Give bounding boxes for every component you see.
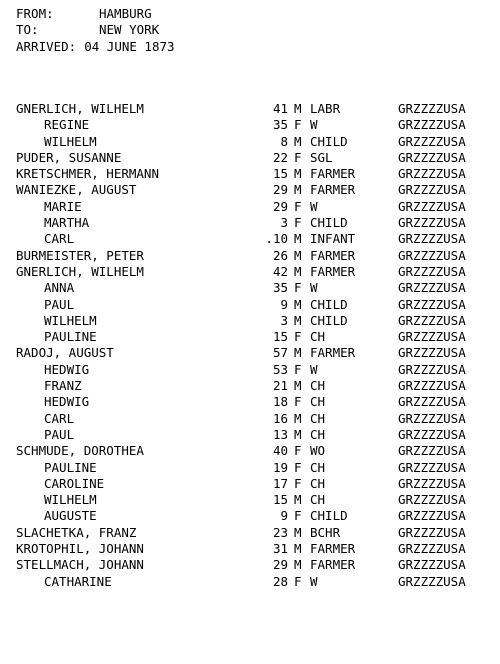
arrived-label: ARRIVED: [16, 38, 77, 54]
passenger-name: MARIE [44, 198, 82, 214]
passenger-occupation: FARMER [310, 557, 356, 573]
passenger-sex: M [294, 133, 302, 149]
passenger-age: 35 [272, 117, 288, 133]
passenger-code: GRZZZZUSA [398, 198, 466, 214]
passenger-occupation: CHILD [310, 296, 348, 312]
passenger-name: BURMEISTER, PETER [16, 247, 144, 263]
passenger-code: GRZZZZUSA [398, 394, 466, 410]
passenger-occupation: CH [310, 459, 326, 475]
passenger-occupation: BCHR [310, 524, 341, 540]
passenger-age: .10 [265, 231, 288, 247]
passenger-age: 3 [280, 312, 288, 328]
passenger-row [16, 427, 500, 443]
passenger-sex: M [294, 182, 302, 198]
passenger-name: GNERLICH, WILHELM [16, 101, 144, 116]
passenger-sex: M [294, 541, 302, 557]
passenger-occupation: CHILD [310, 508, 348, 524]
passenger-row [16, 574, 500, 590]
passenger-name: PAUL [44, 426, 75, 442]
passenger-occupation: LABR [310, 101, 341, 116]
passenger-age: 53 [272, 361, 288, 377]
passenger-row [16, 541, 500, 557]
passenger-code: GRZZZZUSA [398, 182, 466, 198]
passenger-name: CARL [44, 231, 75, 247]
passenger-code: GRZZZZUSA [398, 312, 466, 328]
passenger-occupation: CH [310, 378, 326, 394]
passenger-age: 9 [280, 296, 288, 312]
passenger-name: CATHARINE [44, 573, 112, 589]
passenger-name: HEDWIG [44, 361, 90, 377]
passenger-sex: M [294, 296, 302, 312]
passenger-row [16, 394, 500, 410]
passenger-code: GRZZZZUSA [398, 149, 466, 165]
passenger-name: MARTHA [44, 215, 90, 231]
passenger-occupation: CHILD [310, 215, 348, 231]
passenger-list [16, 101, 500, 590]
passenger-sex: F [294, 361, 302, 377]
from-port: HAMBURG [99, 6, 152, 21]
passenger-code: GRZZZZUSA [398, 443, 466, 459]
passenger-occupation: CH [310, 394, 326, 410]
passenger-name: REGINE [44, 117, 90, 133]
passenger-name: STELLMACH, JOHANN [16, 557, 144, 573]
arrived-row [16, 39, 175, 55]
passenger-occupation: CH [310, 492, 326, 508]
passenger-row [16, 297, 500, 313]
voyage-header [16, 6, 175, 55]
passenger-name: CAROLINE [44, 475, 105, 491]
passenger-age: 15 [272, 492, 288, 508]
passenger-row [16, 378, 500, 394]
passenger-row [16, 231, 500, 247]
passenger-age: 35 [272, 280, 288, 296]
passenger-row [16, 134, 500, 150]
passenger-code: GRZZZZUSA [398, 410, 466, 426]
passenger-age: 26 [272, 247, 288, 263]
passenger-occupation: FARMER [310, 166, 356, 182]
passenger-occupation: W [310, 361, 318, 377]
passenger-age: 40 [272, 443, 288, 459]
passenger-row [16, 362, 500, 378]
passenger-sex: M [294, 426, 302, 442]
passenger-age: 17 [272, 475, 288, 491]
passenger-row [16, 280, 500, 296]
passenger-code: GRZZZZUSA [398, 345, 466, 361]
passenger-occupation: CHILD [310, 312, 348, 328]
passenger-code: GRZZZZUSA [398, 166, 466, 182]
passenger-row [16, 443, 500, 459]
from-row [16, 6, 175, 22]
from-label: FROM: [16, 6, 54, 21]
passenger-age: 13 [272, 426, 288, 442]
passenger-row [16, 508, 500, 524]
passenger-code: GRZZZZUSA [398, 101, 466, 116]
passenger-age: 15 [272, 166, 288, 182]
passenger-occupation: FARMER [310, 541, 356, 557]
passenger-age: 22 [272, 149, 288, 165]
passenger-sex: F [294, 215, 302, 231]
passenger-sex: F [294, 459, 302, 475]
passenger-age: 41 [272, 101, 288, 116]
passenger-age: 3 [280, 215, 288, 231]
passenger-code: GRZZZZUSA [398, 573, 466, 589]
passenger-age: 29 [272, 198, 288, 214]
passenger-code: GRZZZZUSA [398, 263, 466, 279]
passenger-row [16, 150, 500, 166]
passenger-code: GRZZZZUSA [398, 117, 466, 133]
passenger-row [16, 525, 500, 541]
passenger-age: 21 [272, 378, 288, 394]
passenger-name: HEDWIG [44, 394, 90, 410]
passenger-code: GRZZZZUSA [398, 231, 466, 247]
passenger-row [16, 557, 500, 573]
passenger-age: 16 [272, 410, 288, 426]
passenger-code: GRZZZZUSA [398, 459, 466, 475]
passenger-age: 31 [272, 541, 288, 557]
passenger-code: GRZZZZUSA [398, 475, 466, 491]
passenger-row [16, 476, 500, 492]
passenger-age: 18 [272, 394, 288, 410]
passenger-code: GRZZZZUSA [398, 329, 466, 345]
passenger-name: FRANZ [44, 378, 82, 394]
passenger-name: KROTOPHIL, JOHANN [16, 541, 144, 557]
passenger-row [16, 215, 500, 231]
passenger-code: GRZZZZUSA [398, 541, 466, 557]
passenger-occupation: W [310, 198, 318, 214]
passenger-name: WILHELM [44, 312, 97, 328]
passenger-occupation: WO [310, 443, 326, 459]
passenger-code: GRZZZZUSA [398, 378, 466, 394]
passenger-code: GRZZZZUSA [398, 426, 466, 442]
passenger-occupation: CH [310, 475, 326, 491]
passenger-sex: M [294, 345, 302, 361]
passenger-sex: F [294, 443, 302, 459]
passenger-sex: M [294, 378, 302, 394]
passenger-occupation: FARMER [310, 247, 356, 263]
passenger-occupation: CHILD [310, 133, 348, 149]
passenger-name: WANIEZKE, AUGUST [16, 182, 137, 198]
passenger-occupation: CH [310, 410, 326, 426]
passenger-sex: M [294, 263, 302, 279]
passenger-code: GRZZZZUSA [398, 296, 466, 312]
passenger-sex: M [294, 557, 302, 573]
passenger-occupation: FARMER [310, 345, 356, 361]
to-port: NEW YORK [99, 22, 160, 38]
passenger-name: ANNA [44, 280, 75, 296]
passenger-code: GRZZZZUSA [398, 280, 466, 296]
passenger-name: AUGUSTE [44, 508, 97, 524]
passenger-row [16, 182, 500, 198]
passenger-sex: M [294, 101, 302, 116]
passenger-sex: M [294, 231, 302, 247]
passenger-age: 42 [272, 263, 288, 279]
passenger-row [16, 166, 500, 182]
passenger-occupation: CH [310, 329, 326, 345]
passenger-name: WILHELM [44, 133, 97, 149]
passenger-row [16, 492, 500, 508]
passenger-row [16, 101, 500, 117]
passenger-row [16, 460, 500, 476]
passenger-age: 57 [272, 345, 288, 361]
to-row [16, 22, 175, 38]
passenger-sex: F [294, 117, 302, 133]
passenger-sex: F [294, 394, 302, 410]
passenger-sex: F [294, 475, 302, 491]
passenger-name: PUDER, SUSANNE [16, 149, 122, 165]
passenger-age: 15 [272, 329, 288, 345]
passenger-name: PAUL [44, 296, 75, 312]
passenger-sex: M [294, 492, 302, 508]
passenger-code: GRZZZZUSA [398, 508, 466, 524]
passenger-name: WILHELM [44, 492, 97, 508]
passenger-row [16, 313, 500, 329]
passenger-row [16, 117, 500, 133]
passenger-code: GRZZZZUSA [398, 492, 466, 508]
passenger-sex: F [294, 149, 302, 165]
passenger-code: GRZZZZUSA [398, 133, 466, 149]
passenger-sex: F [294, 198, 302, 214]
passenger-code: GRZZZZUSA [398, 524, 466, 540]
passenger-name: SLACHETKA, FRANZ [16, 524, 137, 540]
passenger-code: GRZZZZUSA [398, 557, 466, 573]
passenger-sex: M [294, 524, 302, 540]
passenger-occupation: INFANT [310, 231, 356, 247]
passenger-row [16, 329, 500, 345]
passenger-name: PAULINE [44, 329, 97, 345]
passenger-code: GRZZZZUSA [398, 361, 466, 377]
arrival-date: 04 JUNE 1873 [84, 38, 175, 54]
passenger-code: GRZZZZUSA [398, 215, 466, 231]
passenger-name: CARL [44, 410, 75, 426]
passenger-occupation: FARMER [310, 182, 356, 198]
passenger-row [16, 199, 500, 215]
passenger-sex: M [294, 166, 302, 182]
passenger-sex: F [294, 280, 302, 296]
passenger-occupation: SGL [310, 149, 333, 165]
passenger-name: RADOJ, AUGUST [16, 345, 114, 361]
passenger-occupation: W [310, 280, 318, 296]
passenger-name: SCHMUDE, DOROTHEA [16, 443, 144, 459]
passenger-row [16, 345, 500, 361]
passenger-sex: F [294, 508, 302, 524]
passenger-age: 23 [272, 524, 288, 540]
passenger-occupation: FARMER [310, 263, 356, 279]
passenger-row [16, 264, 500, 280]
passenger-occupation: W [310, 117, 318, 133]
passenger-age: 29 [272, 557, 288, 573]
passenger-sex: M [294, 312, 302, 328]
to-label: TO: [16, 22, 39, 38]
passenger-sex: M [294, 247, 302, 263]
passenger-occupation: W [310, 573, 318, 589]
passenger-age: 29 [272, 182, 288, 198]
passenger-sex: F [294, 573, 302, 589]
passenger-name: KRETSCHMER, HERMANN [16, 166, 159, 182]
passenger-occupation: CH [310, 426, 326, 442]
passenger-sex: M [294, 410, 302, 426]
passenger-code: GRZZZZUSA [398, 247, 466, 263]
passenger-age: 19 [272, 459, 288, 475]
passenger-name: PAULINE [44, 459, 97, 475]
passenger-age: 9 [280, 508, 288, 524]
passenger-row [16, 248, 500, 264]
passenger-row [16, 411, 500, 427]
passenger-sex: F [294, 329, 302, 345]
passenger-age: 28 [272, 573, 288, 589]
passenger-age: 8 [280, 133, 288, 149]
passenger-name: GNERLICH, WILHELM [16, 263, 144, 279]
